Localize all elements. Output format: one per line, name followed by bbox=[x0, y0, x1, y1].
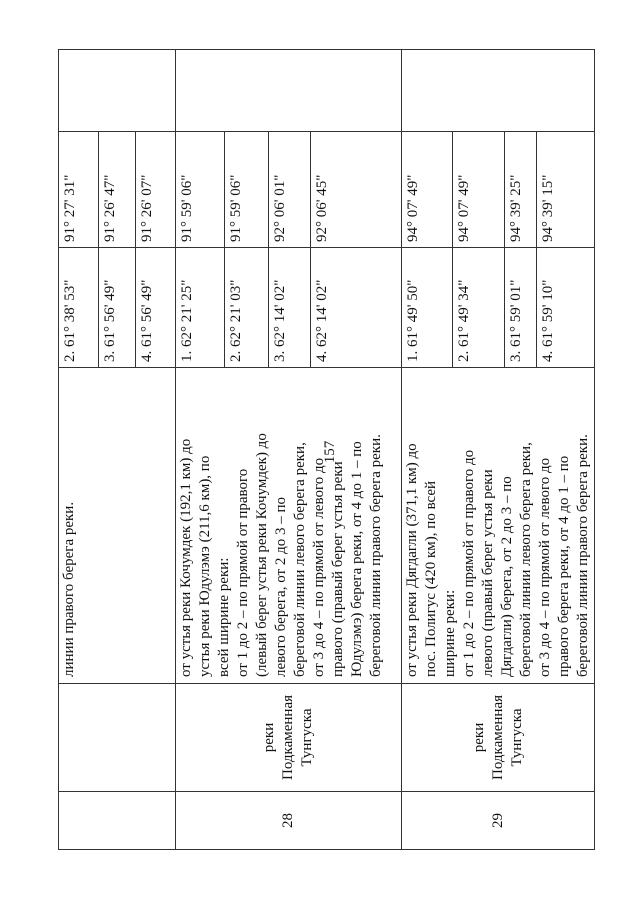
rotated-table-container bbox=[58, 50, 591, 850]
latitude-cell: 1. 61° 49' 50" bbox=[402, 248, 453, 368]
description-line: устья реки Юдулэмэ (211,6 км), по bbox=[197, 455, 213, 677]
river-name bbox=[59, 684, 176, 792]
row-description bbox=[59, 368, 176, 684]
longitude-cell: 91° 59' 06" bbox=[225, 132, 269, 248]
longitude-cell: 94° 39' 25" bbox=[504, 132, 536, 248]
latitude-cell: 1. 62° 21' 25" bbox=[176, 248, 225, 368]
latitude-cell: 4. 61° 59' 10" bbox=[537, 248, 595, 368]
longitude-cell: 91° 26' 47" bbox=[99, 132, 136, 248]
longitude-cell: 94° 07' 49" bbox=[402, 132, 453, 248]
description-line: от устья реки Кочумдек (192,1 км) до bbox=[178, 438, 194, 677]
table-row bbox=[59, 50, 99, 850]
description-line: ширине реки: bbox=[442, 589, 458, 677]
description-line: правого берега реки, от 4 до 1 – по bbox=[556, 455, 572, 677]
description-line: левого (правый берег устья реки bbox=[480, 469, 496, 677]
description-line: от устья реки Дягдагли (371,1 км) до bbox=[404, 443, 420, 677]
row-description bbox=[176, 368, 402, 684]
river-name-line: Подкаменная bbox=[489, 695, 506, 781]
description-line: от 3 до 4 – по прямой от левого до bbox=[311, 457, 327, 677]
description-line: всей ширине реки: bbox=[216, 557, 232, 677]
row-number: 29 bbox=[402, 792, 595, 850]
description-line: левого берега, от 2 до 3 – по bbox=[273, 497, 289, 677]
page-number: 157 bbox=[322, 440, 338, 464]
river-name-line: реки bbox=[261, 722, 277, 753]
longitude-cell: 92° 06' 45" bbox=[311, 132, 402, 248]
latitude-cell: 3. 61° 56' 49" bbox=[99, 248, 136, 368]
description-line: от 1 до 2 – по прямой от правого bbox=[235, 468, 251, 677]
longitude-cell: 94° 07' 49" bbox=[453, 132, 504, 248]
description-line: Дягдагли) берега, от 2 до 3 – по bbox=[499, 476, 515, 677]
description-line: правого (правый берег устья реки bbox=[330, 461, 346, 677]
longitude-cell: 91° 27' 31" bbox=[59, 132, 99, 248]
table-row bbox=[176, 50, 225, 850]
longitude-cell: 94° 39' 15" bbox=[537, 132, 595, 248]
latitude-cell: 3. 61° 59' 01" bbox=[504, 248, 536, 368]
description-line: от 3 до 4 – по прямой от левого до bbox=[537, 457, 553, 677]
row-description bbox=[402, 368, 595, 684]
description-line: береговой линии левого берега реки, bbox=[292, 442, 308, 677]
latitude-cell: 2. 62° 21' 03" bbox=[225, 248, 269, 368]
river-coordinates-table bbox=[58, 49, 595, 850]
river-name-line: Подкаменная bbox=[280, 695, 296, 781]
latitude-cell: 3. 62° 14' 02" bbox=[269, 248, 311, 368]
description-line: пос. Полигус (420 км), по всей bbox=[423, 480, 439, 677]
latitude-cell: 2. 61° 49' 34" bbox=[453, 248, 504, 368]
empty-cell bbox=[59, 50, 176, 132]
latitude-cell: 4. 62° 14' 02" bbox=[311, 248, 402, 368]
description-line: (левый берег устья реки Кочумдек) до bbox=[254, 433, 270, 677]
row-number: 28 bbox=[176, 792, 402, 850]
longitude-cell: 92° 06' 01" bbox=[269, 132, 311, 248]
empty-cell bbox=[402, 50, 595, 132]
longitude-cell: 91° 59' 06" bbox=[176, 132, 225, 248]
table-row bbox=[402, 50, 453, 850]
river-name-line: Тунгуска bbox=[508, 708, 525, 767]
empty-cell bbox=[176, 50, 402, 132]
longitude-cell: 91° 26' 07" bbox=[136, 132, 176, 248]
description-line: береговой линии правого берега реки. bbox=[368, 434, 384, 677]
row-number bbox=[59, 792, 176, 850]
river-name bbox=[176, 684, 402, 792]
description-line: от 1 до 2 – по прямой от правого до bbox=[461, 449, 477, 677]
river-name bbox=[402, 684, 595, 792]
latitude-cell: 2. 61° 38' 53" bbox=[59, 248, 99, 368]
description-line: береговой линии правого берега реки. bbox=[575, 434, 591, 677]
river-name-line: реки bbox=[470, 722, 487, 753]
river-name-line: Тунгуска bbox=[299, 708, 315, 767]
description-line: береговой линии левого берега реки, bbox=[518, 442, 534, 677]
description-line: линии правого берега реки. bbox=[61, 501, 77, 677]
latitude-cell: 4. 61° 56' 49" bbox=[136, 248, 176, 368]
description-line: Юдулэмэ) берега реки, от 4 до 1 – по bbox=[349, 441, 365, 677]
